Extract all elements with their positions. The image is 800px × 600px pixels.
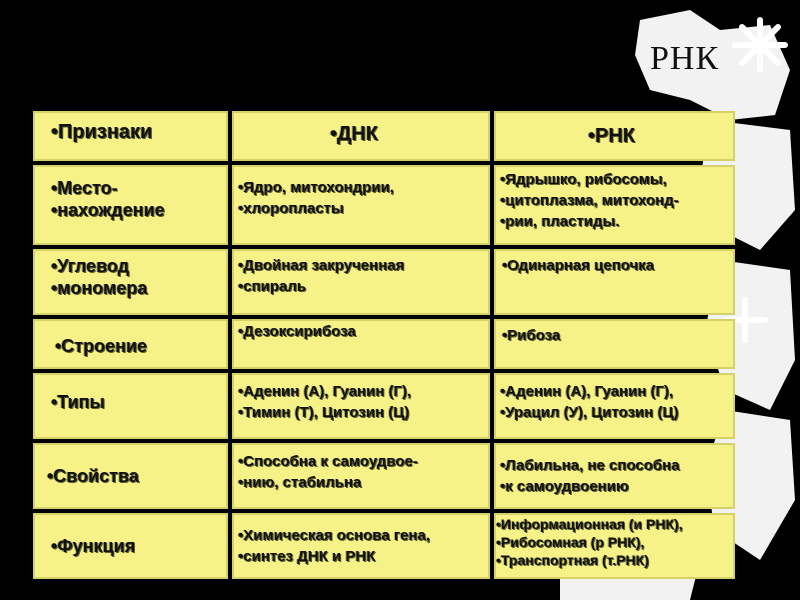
row-location-dna — [232, 165, 490, 245]
row-function-rna — [494, 513, 735, 579]
row-properties-rna-line-1: •Лабильна, не способна — [500, 457, 680, 474]
row-types-label-line-1: •Типы — [51, 392, 105, 412]
row-carbohydrate-dna — [232, 249, 490, 315]
row-function-rna-line-3: •Транспортная (т.РНК) — [496, 552, 649, 568]
slide-title: РНК — [650, 40, 720, 77]
row-location-label-line-1: •Место- — [51, 178, 118, 198]
row-structure-rna-line-1: •Рибоза — [502, 327, 561, 344]
row-carbohydrate-label-line-1: •Углевод — [51, 256, 130, 276]
row-function-dna — [232, 513, 490, 579]
row-structure-dna-line-1: •Дезоксирибоза — [238, 323, 356, 340]
row-properties-dna-line-1: •Способна к самоудвое- — [238, 453, 418, 470]
row-location-label-line-2: •нахождение — [51, 200, 165, 220]
row-types-dna-line-1: •Аденин (А), Гуанин (Г), — [238, 383, 412, 400]
row-carbohydrate-dna-line-2: •спираль — [238, 278, 307, 295]
row-location-rna — [494, 165, 735, 245]
star-icon — [735, 20, 785, 70]
row-properties-label — [33, 443, 228, 509]
row-location-dna-line-1: •Ядро, митохондрии, — [238, 179, 394, 196]
row-carbohydrate-label — [33, 249, 228, 315]
header-features-label: •Признаки — [51, 121, 153, 143]
row-function-dna-line-2: •синтез ДНК и РНК — [238, 548, 376, 565]
header-features — [33, 111, 228, 161]
row-properties-dna-line-2: •нию, стабильна — [238, 474, 362, 491]
row-types-dna — [232, 373, 490, 439]
row-carbohydrate-rna-line-1: •Одинарная цепочка — [502, 257, 655, 274]
row-properties-label-line-1: •Свойства — [47, 466, 139, 486]
row-structure-label — [33, 319, 228, 369]
row-function-dna-line-1: •Химическая основа гена, — [238, 527, 430, 544]
row-location-rna-line-1: •Ядрышко, рибосомы, — [500, 171, 667, 188]
row-function-rna-line-2: •Рибосомная (р РНК), — [496, 534, 645, 550]
row-carbohydrate-label-line-2: •мономера — [51, 278, 148, 298]
row-properties-rna-line-2: •к самоудвоению — [500, 478, 629, 495]
row-function-rna-line-1: •Информационная (и РНК), — [496, 516, 683, 532]
row-location-label — [33, 165, 228, 245]
row-structure-dna — [232, 319, 490, 369]
row-properties-dna — [232, 443, 490, 509]
row-structure-label-line-1: •Строение — [55, 336, 148, 356]
row-location-dna-line-2: •хлоропласты — [238, 200, 344, 217]
header-rna-label: •РНК — [588, 125, 635, 147]
row-function-label-line-1: •Функция — [51, 536, 136, 556]
header-rna — [494, 111, 735, 161]
row-carbohydrate-dna-line-1: •Двойная закрученная — [238, 257, 405, 274]
header-dna — [232, 111, 490, 161]
row-properties-rna — [494, 443, 735, 509]
row-types-rna-line-2: •Урацил (У), Цитозин (Ц) — [500, 404, 679, 421]
row-types-label — [33, 373, 228, 439]
row-function-label — [33, 513, 228, 579]
row-location-rna-line-3: •рии, пластиды. — [500, 213, 620, 230]
row-types-rna-line-1: •Аденин (А), Гуанин (Г), — [500, 383, 674, 400]
row-types-rna — [494, 373, 735, 439]
header-dna-label: •ДНК — [330, 123, 378, 145]
row-location-rna-line-2: •цитоплазма, митохонд- — [500, 192, 679, 209]
row-structure-rna — [494, 319, 735, 369]
row-types-dna-line-2: •Тимин (Т), Цитозин (Ц) — [238, 404, 410, 421]
row-carbohydrate-rna — [494, 249, 735, 315]
